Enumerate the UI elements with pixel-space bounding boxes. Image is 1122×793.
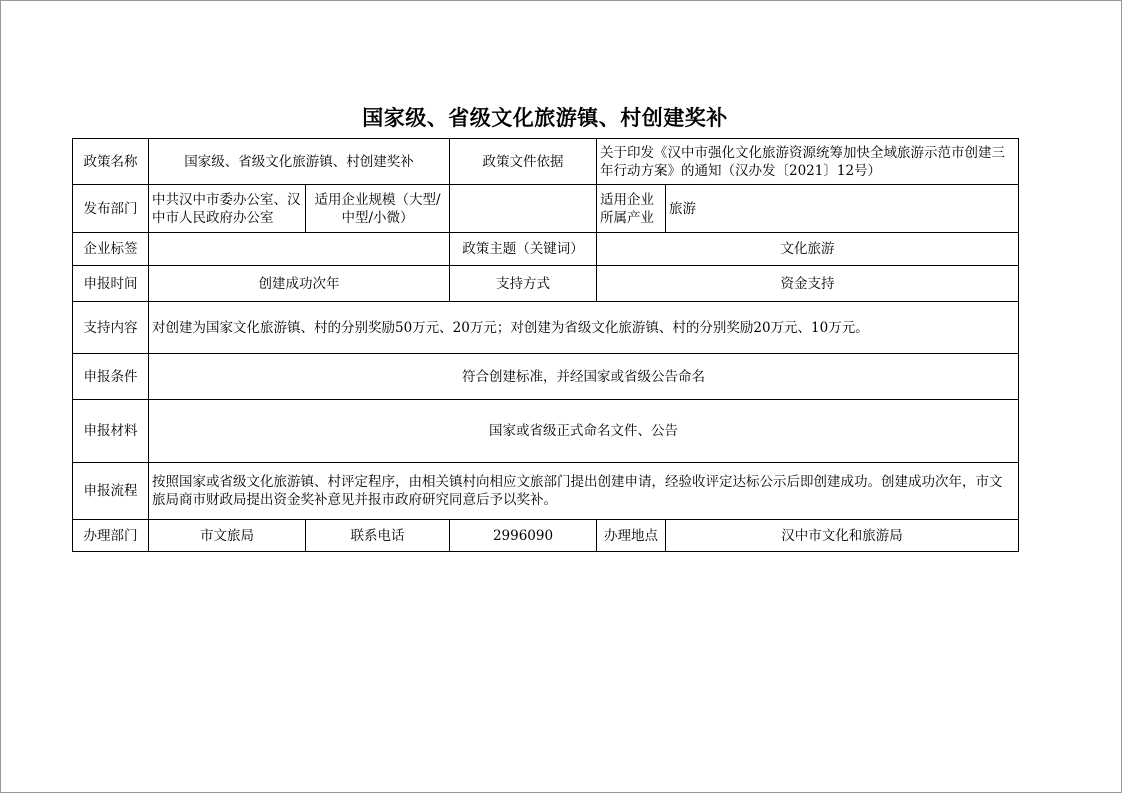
application-time-value: 创建成功次年 — [149, 266, 450, 302]
enterprise-scale-label: 适用企业规模（大型/中型/小微） — [306, 185, 450, 233]
materials-label: 申报材料 — [73, 400, 149, 463]
industry-value: 旅游 — [666, 185, 1019, 233]
enterprise-tags-value — [149, 233, 450, 266]
policy-theme-label: 政策主题（关键词） — [450, 233, 597, 266]
table-row — [73, 233, 1019, 266]
table-row — [73, 463, 1019, 520]
process-label: 申报流程 — [73, 463, 149, 520]
policy-table — [72, 138, 1019, 552]
handling-dept-label: 办理部门 — [73, 520, 149, 552]
industry-label: 适用企业所属产业 — [597, 185, 666, 233]
table-row — [73, 520, 1019, 552]
support-content-value: 对创建为国家文化旅游镇、村的分别奖励50万元、20万元；对创建为省级文化旅游镇、村的分别奖励20万元、10万元。 — [149, 302, 1019, 354]
conditions-label: 申报条件 — [73, 354, 149, 400]
phone-value: 2996090 — [450, 520, 597, 552]
location-value: 汉中市文化和旅游局 — [666, 520, 1019, 552]
materials-value: 国家或省级正式命名文件、公告 — [149, 400, 1019, 463]
policy-basis-value: 关于印发《汉中市强化文化旅游资源统筹加快全域旅游示范市创建三年行动方案》的通知（汉办发〔2021〕12号） — [597, 139, 1019, 185]
table-row — [73, 185, 1019, 233]
policy-theme-value: 文化旅游 — [597, 233, 1019, 266]
issuer-label: 发布部门 — [73, 185, 149, 233]
policy-basis-label: 政策文件依据 — [450, 139, 597, 185]
issuer-value: 中共汉中市委办公室、汉中市人民政府办公室 — [149, 185, 306, 233]
policy-name-value: 国家级、省级文化旅游镇、村创建奖补 — [149, 139, 450, 185]
handling-dept-value: 市文旅局 — [149, 520, 306, 552]
conditions-value: 符合创建标准，并经国家或省级公告命名 — [149, 354, 1019, 400]
support-content-label: 支持内容 — [73, 302, 149, 354]
location-label: 办理地点 — [597, 520, 666, 552]
page-title: 国家级、省级文化旅游镇、村创建奖补 — [362, 106, 728, 130]
enterprise-tags-label: 企业标签 — [73, 233, 149, 266]
table-row — [73, 266, 1019, 302]
support-method-value: 资金支持 — [597, 266, 1019, 302]
process-value: 按照国家或省级文化旅游镇、村评定程序，由相关镇村向相应文旅部门提出创建申请，经验收评定达标公示后即创建成功。创建成功次年，市文旅局商市财政局提出资金奖补意见并报市政府研究同意后予以奖补。 — [149, 463, 1019, 520]
application-time-label: 申报时间 — [73, 266, 149, 302]
enterprise-scale-value — [450, 185, 597, 233]
phone-label: 联系电话 — [306, 520, 450, 552]
table-row — [73, 400, 1019, 463]
policy-name-label: 政策名称 — [73, 139, 149, 185]
table-row — [73, 354, 1019, 400]
support-method-label: 支持方式 — [450, 266, 597, 302]
table-row — [73, 302, 1019, 354]
table-row — [73, 139, 1019, 185]
